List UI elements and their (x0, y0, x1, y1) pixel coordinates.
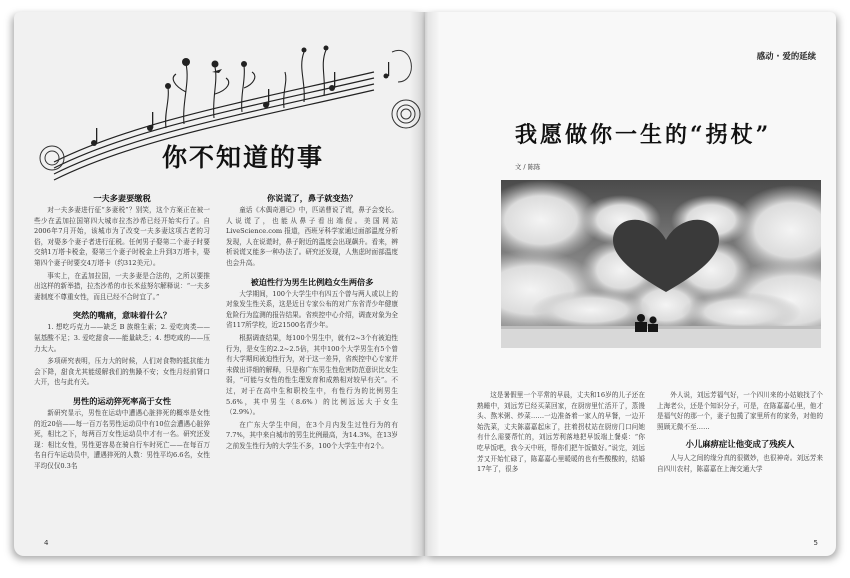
bird-icon (212, 69, 222, 73)
article-paragraph: 多项研究表明，压力大的时候，人们对食物的抵抗能力会下降，甜食尤其能缓解我们的焦躁不安；女性月经前肾口大开，也与此有关。 (34, 357, 210, 387)
article-paragraph: 对一夫多妻进行征“多妻税”？别笑，这个方案正在被一些少在孟加拉国第四大城市拉杰沙希已经开始实行了。自2006年7月开始，该城市为了改变一夫多妻这项古老的习俗，对娶多个妻子者进行征税。任何男子娶第二个妻子时要交纳1万塔卡税金，娶第三个妻子时税金上升到3万塔卡，娶第四个妻子时要交4万塔卡（约312美元）。 (34, 206, 210, 267)
left-column-1 (34, 192, 210, 473)
article-title: 我愿做你一生的“拐杖” (515, 122, 772, 148)
article-block (226, 192, 398, 269)
article-paragraph: 根据调查结果，每100个男生中，就有2~3个有被迫性行为，是女生的2.2~2.5倍，其中100个大学男生有5个曾有大学期间被迫性行为，对于这一差异，省疾控中心专家并未做出详细的解释，只是称广东男生性危害防范意识比女生弱，“可能与女性的性生理发育和成熟相对较早有关”。不过，对于在高中生和职校生中，有性行为的比例男生5.6%，其中男生（8.6%）的比例远远大于女生（2.9%）。 (226, 333, 398, 417)
left-page (14, 12, 425, 556)
article-paragraph: 童话《木偶奇遇记》中，匹诺曹说了谎，鼻子会变长。人说谎了，也能从鼻子看出端倪。美国网站 LiveScience.com 报道，西班牙科学家通过面部温度分析发现，人在说谎时，鼻子附近的温度会出现飙升。看来，辨析说谎又能多一种办法了。研究还发现，人焦虑时面部温度也会升高。 (226, 206, 398, 267)
article-paragraph: 在广东大学生中间，在3个月内发生过性行为的有7.7%，其中来自城市的男生比例最高，为14.3%，在13岁之前发生性行为的大学生不多，100个大学生中有2个。 (226, 420, 398, 450)
article-heading: 被迫性行为男生比例趋女生两倍多 (250, 276, 374, 287)
article-heading: 突然的嘴痛，意味着什么？ (72, 310, 172, 321)
article-column-2 (657, 390, 823, 475)
article-block (226, 276, 398, 452)
article-paragraph: 新研究显示，男性在运动中遭遇心脏猝死的概率是女性的近20倍——每一百万名男性运动员中有10位会遭遇心脏猝死，相比之下，每两百万女性运动员中才有一名。研究还发现：相比女性，男性更容易在骑自行车时死亡——在每百万名自行车运动员中，遭遇猝死的人数：男性平均6.6名，女性平均仅仅0.3名 (34, 408, 210, 470)
article-paragraph: 外人说，刘远芳福气好，一个四川来的小姑娘找了个上海老公，还是个知识分子，可是，在陈嘉嘉心里，他才是福气好的那一个，妻子包揽了家里所有的家务，对他的照顾无微不至…… (657, 391, 823, 431)
article-block (34, 395, 210, 472)
spread (14, 12, 836, 556)
article-subheading: 小儿麻痹症让他变成了残疾人 (685, 439, 795, 450)
article-paragraph: 这是暑假里一个平常的早晨，丈夫和16岁的儿子还在熟睡中，刘远芳已经买菜回家，在厨房里忙活开了，蒸馒头、熬米粥、炒菜……一边准备着一家人的早餐，一边开始洗菜，丈夫陈嘉嘉起床了，拄着拐杖站在厨房门口问她有什么需要帮忙的，刘远芳利落地把早饭端上餐桌：“你吃早饭吧，我今天中班，帮你们把午饭做好。”说完，刘远芳又开始忙碌了，陈嘉嘉心里暖暖的也有些酸酸的，结婚17年了，很多 (477, 391, 645, 474)
article-heading: 男性的运动猝死率高于女性 (72, 395, 172, 406)
article-paragraph: 1. 想吃巧克力——缺乏 B 族维生素；2. 爱吃肉类——氨基酸不足；3. 爱吃甜食——能量缺乏；4. 想吃咸的——压力太大。 (34, 323, 210, 353)
article-heading: 一夫多妻要缴税 (93, 193, 151, 203)
right-page (425, 12, 836, 556)
heart-cloud-photo (501, 180, 821, 348)
article-block (34, 309, 210, 388)
page-number: 4 (44, 539, 49, 547)
article-column-1 (477, 390, 645, 475)
article-paragraph: 人与人之间的缘分真的很微妙，也很神奇。刘远芳来自四川农村，陈嘉嘉在上海交通大学 (657, 454, 823, 473)
page-number: 5 (813, 539, 818, 547)
article-paragraph: 事实上，在孟加拉国，一夫多妻是合法的，之所以要推出这样的新举措，拉杰沙希的市长米兹努尔解释说：“一夫多妻制度不尊重女性，而且已经不合时宜了。” (34, 271, 210, 301)
article-paragraph: 大学期间，100个大学生中有四五个曾与两人或以上的对象发生性关系，这是近日专家公布的对广东省青少年健康危险行为监测的报告结果。省疾控中心介绍，调查对象为全省117所学校，近21500名青少年。 (226, 289, 398, 330)
article-heading: 你说谎了，鼻子就变热？ (266, 193, 358, 203)
left-column-2 (226, 192, 398, 453)
article-block (34, 192, 210, 302)
page-title: 你不知道的事 (162, 143, 325, 172)
byline: 文 / 陈陈 (515, 163, 541, 171)
section-header: 感动 · 爱的延续 (756, 51, 816, 61)
